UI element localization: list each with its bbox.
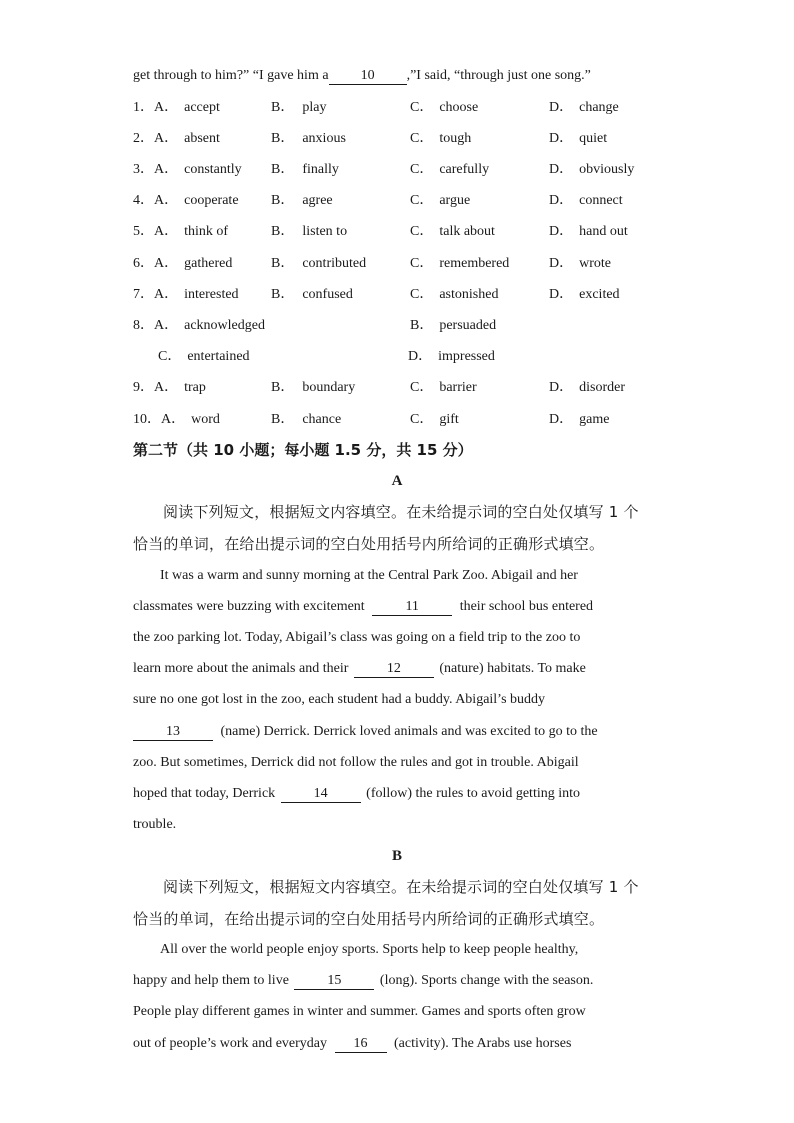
q5-option-c[interactable] (410, 222, 495, 242)
q4-b-text: agree (302, 193, 333, 208)
q5-option-d[interactable] (549, 222, 628, 242)
passage-a-line8 (133, 784, 580, 804)
q4-option-b[interactable] (271, 191, 333, 211)
q4-b-label: B． (271, 193, 295, 208)
blank-11[interactable]: 11 (372, 599, 452, 616)
passage-b-title: B (391, 848, 402, 864)
q10-b-label: B． (271, 412, 295, 427)
passage-a-line2 (133, 597, 593, 617)
q7-b-label: B． (271, 287, 295, 302)
q10-option-c[interactable] (410, 410, 459, 430)
q1-d-label: D． (549, 100, 574, 115)
q10-d-label: D． (549, 412, 574, 427)
q4-c-text: argue (439, 193, 471, 208)
q10-c-text: gift (439, 412, 459, 427)
q2-option-c[interactable] (410, 129, 471, 149)
q8-c-label: C． (158, 349, 182, 364)
passage-a-line7: zoo. But sometimes, Derrick did not follow the rules and got in trouble. Abigail (133, 755, 579, 770)
q10-option-d[interactable] (549, 410, 609, 430)
instruction-a-line1: 阅读下列短文，根据短文内容填空。在未给提示词的空白处仅填写 1 个 (163, 503, 639, 521)
q6-d-label: D． (549, 256, 574, 271)
q2-b-label: B． (271, 131, 295, 146)
q7-b-text: confused (302, 287, 353, 302)
q9-option-c[interactable] (410, 378, 477, 398)
blank-13[interactable]: 13 (133, 724, 213, 741)
blank-14[interactable]: 14 (281, 786, 361, 803)
q8-a-text: acknowledged (184, 318, 265, 333)
blank-10[interactable]: 10 (329, 68, 407, 85)
blank-16[interactable]: 16 (335, 1036, 387, 1053)
q2-d-text: quiet (579, 131, 608, 146)
q6-b-label: B． (271, 256, 295, 271)
q4-c-label: C． (410, 193, 434, 208)
q2-option-d[interactable] (549, 129, 607, 149)
q5-option-a[interactable] (133, 222, 228, 242)
q2-option-b[interactable] (271, 129, 346, 149)
q2-a-label: 2．A． (133, 131, 179, 146)
q7-option-d[interactable] (549, 285, 620, 305)
q3-a-text: constantly (184, 162, 242, 177)
q9-d-label: D． (549, 380, 574, 395)
q8-b-text: persuaded (439, 318, 497, 333)
q9-b-text: boundary (302, 380, 356, 395)
q4-a-label: 4．A． (133, 193, 179, 208)
q1-option-c[interactable] (410, 98, 478, 118)
passage-a-line6 (133, 722, 598, 742)
q8-number: 8．A． (133, 318, 179, 333)
q5-option-b[interactable] (271, 222, 347, 242)
passage-a-l2-after: their school bus entered (459, 599, 594, 614)
section-heading: 第二节（共 10 小题；每小题 1.5 分，共 15 分） (133, 441, 473, 459)
q6-a-text: gathered (184, 256, 233, 271)
q9-d-text: disorder (579, 380, 626, 395)
q7-option-b[interactable] (271, 285, 353, 305)
q10-d-text: game (579, 412, 610, 427)
q7-option-c[interactable] (410, 285, 498, 305)
passage-a-l4-before: learn more about the animals and their (133, 661, 349, 676)
passage-b-line4 (133, 1034, 571, 1054)
passage-a-l8-before: hoped that today, Derrick (133, 786, 276, 801)
passage-a-line3: the zoo parking lot. Today, Abigail’s class was going on a field trip to the zoo to (133, 630, 581, 645)
q5-b-label: B． (271, 224, 295, 239)
q3-c-label: C． (410, 162, 434, 177)
q6-option-c[interactable] (410, 254, 509, 274)
intro-after: ,”I said, “through just one song.” (406, 68, 591, 83)
q9-a-text: trap (184, 380, 206, 395)
q8-option-d[interactable] (408, 347, 495, 367)
passage-a-l4-after: (nature) habitats. To make (439, 661, 586, 676)
blank-15[interactable]: 15 (294, 973, 374, 990)
q1-option-b[interactable] (271, 98, 326, 118)
q9-option-d[interactable] (549, 378, 625, 398)
intro-before: get through to him?” “I gave him a (133, 68, 329, 83)
q8-option-a[interactable] (133, 316, 265, 336)
q1-c-text: choose (439, 100, 479, 115)
passage-a-title: A (391, 473, 403, 489)
q2-c-text: tough (439, 131, 472, 146)
blank-12[interactable]: 12 (354, 661, 434, 678)
q5-c-text: talk about (439, 224, 495, 239)
q4-option-a[interactable] (133, 191, 239, 211)
passage-b-l2-before: happy and help them to live (133, 973, 289, 988)
q10-a-text: word (191, 412, 220, 427)
passage-b-line2 (133, 971, 593, 991)
passage-b-l4-after: (activity). The Arabs use horses (394, 1036, 572, 1051)
q5-a-text: think of (184, 224, 229, 239)
passage-b-l2-after: (long). Sports change with the season. (379, 973, 594, 988)
q3-option-a[interactable] (133, 160, 242, 180)
q5-a-label: 5．A． (133, 224, 179, 239)
q8-d-text: impressed (438, 349, 495, 364)
q9-c-label: C． (410, 380, 434, 395)
q7-c-text: astonished (439, 287, 499, 302)
q9-option-a[interactable] (133, 378, 206, 398)
q1-d-text: change (579, 100, 619, 115)
q3-option-d[interactable] (549, 160, 634, 180)
passage-a-l8-after: (follow) the rules to avoid getting into (366, 786, 581, 801)
q2-option-a[interactable] (133, 129, 220, 149)
q4-a-text: cooperate (184, 193, 239, 208)
q3-d-label: D． (549, 162, 574, 177)
q5-d-text: hand out (579, 224, 628, 239)
q3-option-b[interactable] (271, 160, 339, 180)
q6-b-text: contributed (302, 256, 367, 271)
q9-option-b[interactable] (271, 378, 355, 398)
q8-b-label: B． (410, 318, 434, 333)
q4-option-c[interactable] (410, 191, 470, 211)
q7-a-label: 7．A． (133, 287, 179, 302)
q1-a-text: accept (184, 100, 220, 115)
q8-d-label: D． (408, 349, 433, 364)
passage-b-line3: People play different games in winter and summer. Games and sports often grow (133, 1004, 586, 1019)
q8-option-c[interactable] (158, 347, 250, 367)
intro-line (133, 66, 591, 86)
instruction-b-line1: 阅读下列短文，根据短文内容填空。在未给提示词的空白处仅填写 1 个 (163, 878, 639, 896)
q3-d-text: obviously (579, 162, 635, 177)
passage-a-l2-before: classmates were buzzing with excitement (133, 599, 365, 614)
q7-d-label: D． (549, 287, 574, 302)
q5-b-text: listen to (302, 224, 348, 239)
q4-d-text: connect (579, 193, 623, 208)
q6-option-d[interactable] (549, 254, 611, 274)
q6-a-label: 6．A． (133, 256, 179, 271)
q1-b-label: B． (271, 100, 295, 115)
q3-b-label: B． (271, 162, 295, 177)
q6-c-label: C． (410, 256, 434, 271)
passage-a-line4 (133, 659, 586, 679)
q7-c-label: C． (410, 287, 434, 302)
q3-b-text: finally (302, 162, 339, 177)
q10-b-text: chance (302, 412, 342, 427)
q7-d-text: excited (579, 287, 620, 302)
q1-a-label: 1．A． (133, 100, 179, 115)
passage-a-line5: sure no one got lost in the zoo, each student had a buddy. Abigail’s buddy (133, 692, 546, 707)
q5-d-label: D． (549, 224, 574, 239)
q10-c-label: C． (410, 412, 434, 427)
q9-c-text: barrier (439, 380, 477, 395)
q2-b-text: anxious (302, 131, 346, 146)
q10-option-b[interactable] (271, 410, 341, 430)
q6-d-text: wrote (579, 256, 612, 271)
passage-a-line9: trouble. (133, 817, 177, 832)
q2-c-label: C． (410, 131, 434, 146)
q6-option-b[interactable] (271, 254, 366, 274)
q8-c-text: entertained (187, 349, 250, 364)
instruction-a-line2: 恰当的单词，在给出提示词的空白处用括号内所给词的正确形式填空。 (133, 535, 605, 553)
q6-option-a[interactable] (133, 254, 232, 274)
q9-b-label: B． (271, 380, 295, 395)
q10-option-a[interactable] (133, 410, 220, 430)
q9-number: 9．A． (133, 380, 179, 395)
q4-option-d[interactable] (549, 191, 623, 211)
q1-option-a[interactable] (133, 98, 220, 118)
q7-option-a[interactable] (133, 285, 239, 305)
q1-option-d[interactable] (549, 98, 619, 118)
q3-c-text: carefully (439, 162, 490, 177)
instruction-b-line2: 恰当的单词，在给出提示词的空白处用括号内所给词的正确形式填空。 (133, 910, 605, 928)
q2-a-text: absent (184, 131, 220, 146)
q4-d-label: D． (549, 193, 574, 208)
q5-c-label: C． (410, 224, 434, 239)
q6-c-text: remembered (439, 256, 510, 271)
passage-a-line1: It was a warm and sunny morning at the Central Park Zoo. Abigail and her (160, 568, 578, 583)
passage-a-l6-after: (name) Derrick. Derrick loved animals and was excited to go to the (220, 724, 598, 739)
passage-b-line1: All over the world people enjoy sports. Sports help to keep people healthy, (160, 942, 579, 957)
q8-option-b[interactable] (410, 316, 496, 336)
q7-a-text: interested (184, 287, 239, 302)
q3-option-c[interactable] (410, 160, 489, 180)
passage-b-l4-before: out of people’s work and everyday (133, 1036, 327, 1051)
q1-c-label: C． (410, 100, 434, 115)
q3-a-label: 3．A． (133, 162, 179, 177)
q1-b-text: play (302, 100, 327, 115)
q2-d-label: D． (549, 131, 574, 146)
q10-number: 10．A． (133, 412, 186, 427)
